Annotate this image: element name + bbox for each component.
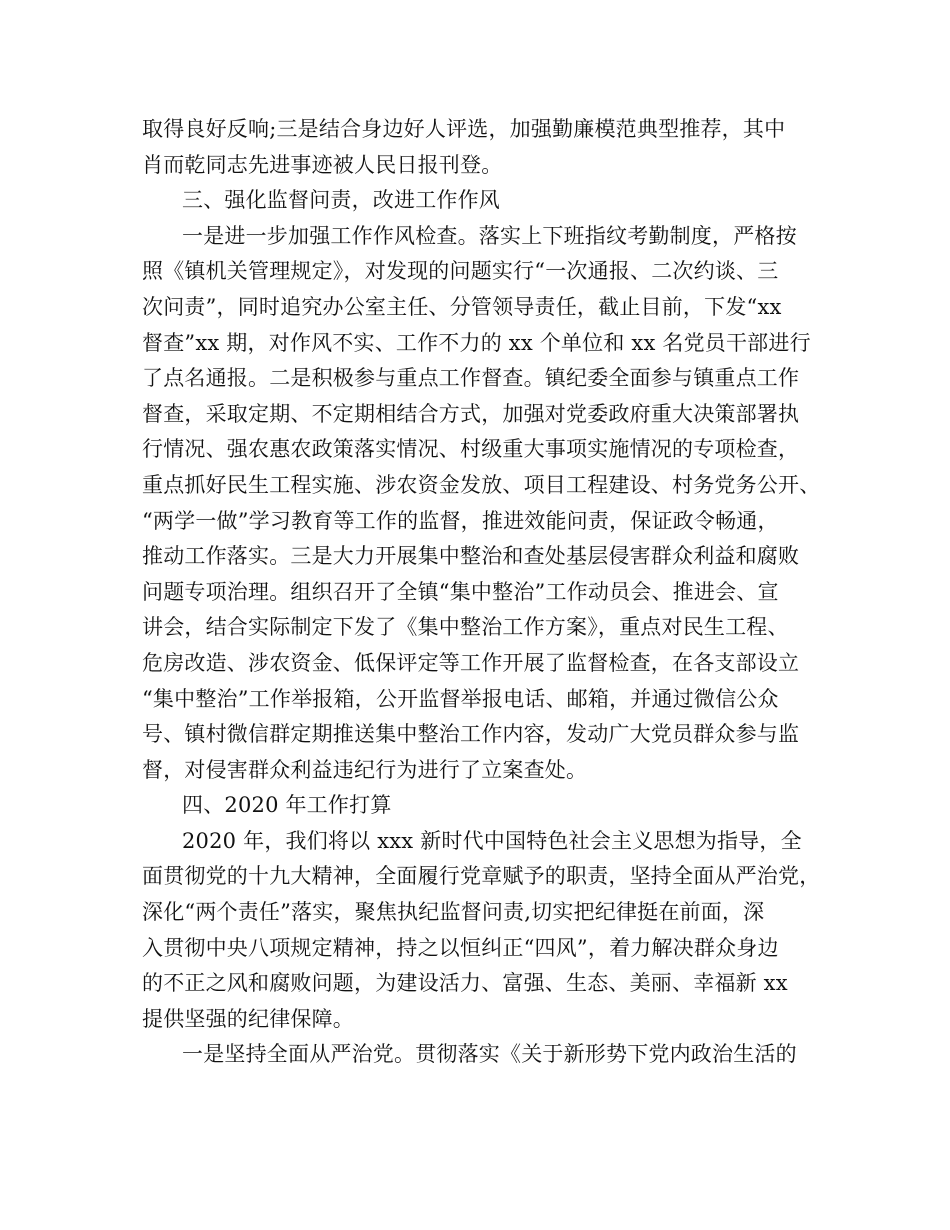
text-line: 一是坚持全面从严治党。贯彻落实《关于新形势下党内政治生活的 — [182, 1042, 797, 1067]
text-line: 2020 年，我们将以 xxx 新时代中国特色社会主义思想为指导，全 — [182, 828, 802, 853]
text-line: 深化“两个责任”落实，聚焦执纪监督问责,切实把纪律挺在前面，深 — [142, 900, 765, 925]
text-line: 入贯彻中央八项规定精神，持之以恒纠正“四风”，着力解决群众身边 — [142, 935, 779, 960]
text-line: 的不正之风和腐败问题，为建设活力、富强、生态、美丽、幸福新 xx — [142, 971, 788, 996]
section-heading: 三、强化监督问责，改进工作作风 — [182, 188, 500, 213]
text-line: 推动工作落实。三是大力开展集中整治和查处基层侵害群众利益和腐败 — [142, 544, 800, 569]
text-line: 督，对侵害群众利益违纪行为进行了立案查处。 — [142, 757, 588, 782]
text-line: 提供坚强的纪律保障。 — [142, 1006, 354, 1031]
text-line: 问题专项治理。组织召开了全镇“集中整治”工作动员会、推进会、宣 — [142, 579, 779, 604]
text-line: 号、镇村微信群定期推送集中整治工作内容，发动广大党员群众参与监 — [142, 722, 800, 747]
section-heading: 四、2020 年工作打算 — [182, 793, 392, 818]
text-line: 照《镇机关管理规定》，对发现的问题实行“一次通报、二次约谈、三 — [142, 259, 779, 284]
text-line: 取得良好反响;三是结合身边好人评选，加强勤廉模范典型推荐，其中 — [142, 117, 786, 141]
text-line: 重点抓好民生工程实施、涉农资金发放、项目工程建设、村务党务公开、 — [142, 472, 821, 497]
text-line: 讲会，结合实际制定下发了《集中整治工作方案》，重点对民生工程、 — [142, 615, 789, 640]
text-line: 肖而乾同志先进事迹被人民日报刊登。 — [142, 152, 503, 177]
document-body — [142, 112, 822, 1073]
text-line: 督查”xx 期，对作风不实、工作不力的 xx 个单位和 xx 名党员干部进行 — [142, 330, 811, 355]
text-line: “集中整治”工作举报箱，公开监督举报电话、邮箱，并通过微信公众 — [142, 686, 779, 711]
text-line: 一是进一步加强工作作风检查。落实上下班指纹考勤制度，严格按 — [182, 223, 797, 248]
text-line: 面贯彻党的十九大精神，全面履行党章赋予的职责，坚持全面从严治党， — [142, 864, 821, 889]
text-line: “两学一做”学习教育等工作的监督，推进效能问责，保证政令畅通， — [142, 508, 779, 533]
text-line: 危房改造、涉农资金、低保评定等工作开展了监督检查，在各支部设立 — [142, 650, 800, 675]
text-line: 督查，采取定期、不定期相结合方式，加强对党委政府重大决策部署执 — [142, 401, 800, 426]
text-line: 次问责”，同时追究办公室主任、分管领导责任，截止目前，下发“xx — [142, 294, 782, 319]
text-line: 了点名通报。二是积极参与重点工作督查。镇纪委全面参与镇重点工作 — [142, 366, 800, 391]
text-line: 行情况、强农惠农政策落实情况、村级重大事项实施情况的专项检查， — [142, 437, 800, 462]
